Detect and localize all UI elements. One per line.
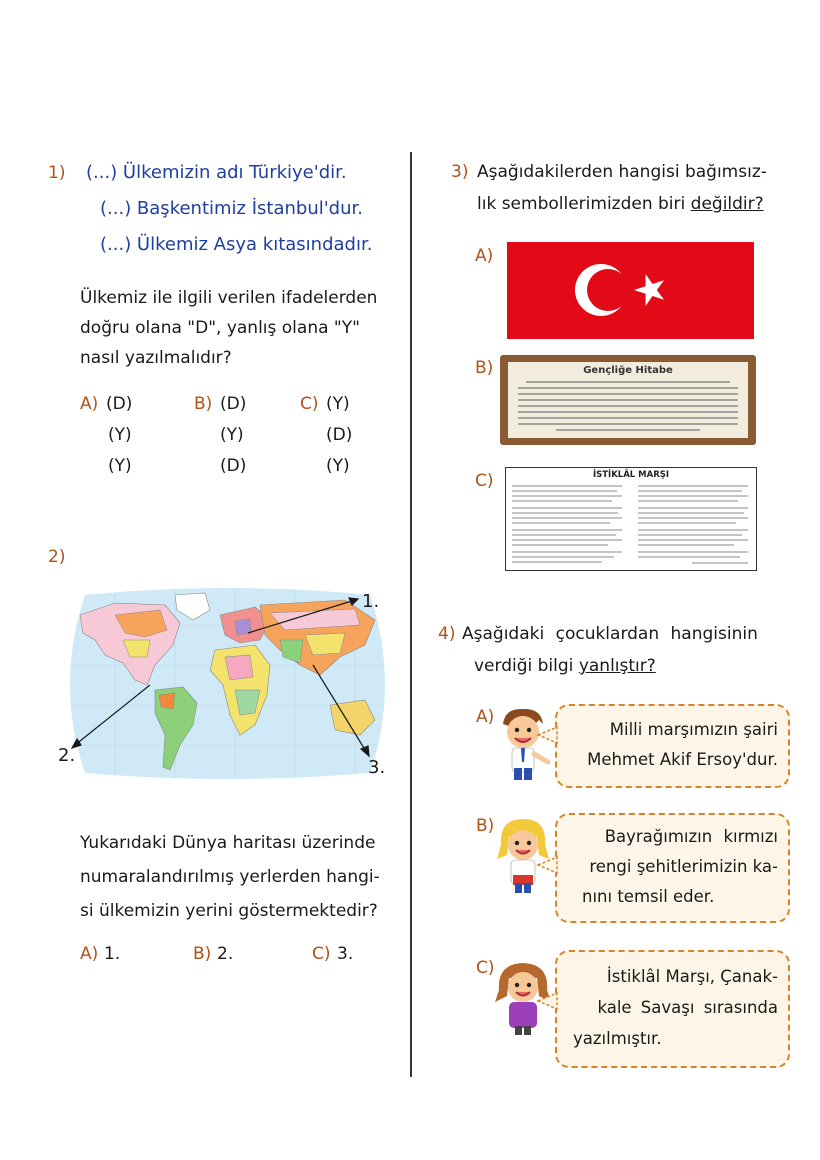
map-label-1: 1. xyxy=(362,591,380,612)
world-map xyxy=(55,585,400,785)
speech-bubble xyxy=(555,704,790,788)
option-value: (Y) xyxy=(108,456,132,476)
option-value: (Y) xyxy=(326,394,350,414)
question-text-line xyxy=(474,655,656,677)
option-value: 1. xyxy=(104,944,121,964)
option-value: (Y) xyxy=(108,425,132,445)
document-title: İSTİKLÂL MARŞI xyxy=(592,470,670,480)
bubble-line: nını temsil eder. xyxy=(582,887,715,906)
question-text-line: Aşağıdakilerden hangisi bağımsız- xyxy=(477,162,767,182)
option-letter: C) xyxy=(312,944,331,964)
bubble-line: Bayrağımızın kırmızı xyxy=(604,827,778,846)
option-value: (D) xyxy=(326,425,353,445)
boy-child-icon xyxy=(493,706,555,782)
question-number: 1) xyxy=(48,163,66,183)
option-letter: A) xyxy=(80,944,99,964)
option-value: (D) xyxy=(220,456,247,476)
bubble-line: yazılmıştır. xyxy=(573,1029,662,1048)
option-value: 3. xyxy=(337,944,354,964)
question-number: 4) xyxy=(438,624,456,644)
speech-bubble xyxy=(555,813,790,923)
bubble-line: Mehmet Akif Ersoy'dur. xyxy=(587,750,778,769)
question-text-line: si ülkemizin yerini göstermektedir? xyxy=(80,901,378,921)
question-text-line: numaralandırılmış yerlerden hangi- xyxy=(80,867,380,887)
option-value: 2. xyxy=(217,944,234,964)
option-letter: C) xyxy=(476,958,495,978)
column-divider xyxy=(410,152,412,1077)
option-value: (D) xyxy=(106,394,133,414)
plaque-text-lines xyxy=(516,379,740,433)
map-label-3: 3. xyxy=(368,757,386,778)
bubble-line: İstiklâl Marşı, Çanak- xyxy=(606,967,778,986)
question-number: 2) xyxy=(48,547,66,567)
statement-3: (...) Ülkemiz Asya kıtasındadır. xyxy=(100,234,373,255)
question-text-line: Ülkemiz ile ilgili verilen ifadelerden xyxy=(80,288,378,308)
speech-bubble xyxy=(555,950,790,1068)
option-letter: B) xyxy=(194,394,213,414)
question-text: lık sembollerimizden biri xyxy=(477,194,691,214)
statement-1: (...) Ülkemizin adı Türkiye'dir. xyxy=(86,162,347,183)
plaque-title: Gençliğe Hitabe xyxy=(583,365,673,376)
bubble-line: rengi şehitlerimizin ka- xyxy=(589,857,778,876)
option-value: (Y) xyxy=(326,456,350,476)
option-letter: B) xyxy=(476,816,495,836)
option-letter: A) xyxy=(475,246,494,266)
genclige-hitabe-image xyxy=(500,355,756,445)
option-letter: B) xyxy=(475,358,494,378)
option-value: (D) xyxy=(220,394,247,414)
option-letter: C) xyxy=(475,471,494,491)
anthem-text-lines xyxy=(512,482,750,566)
turkish-flag-image xyxy=(507,242,754,339)
question-text-line: nasıl yazılmalıdır? xyxy=(80,348,232,368)
option-letter: A) xyxy=(80,394,99,414)
bubble-tail xyxy=(536,726,558,744)
underlined-keyword: yanlıştır? xyxy=(578,656,656,676)
question-text-line xyxy=(477,193,764,215)
bubble-line: kale Savaşı sırasında xyxy=(597,998,778,1017)
girl-child-icon xyxy=(493,815,555,895)
bubble-line: Milli marşımızın şairi xyxy=(609,720,778,739)
option-value: (Y) xyxy=(220,425,244,445)
istiklal-marsi-image xyxy=(505,467,757,571)
underlined-keyword: değildir? xyxy=(690,194,764,214)
bubble-tail xyxy=(536,992,558,1010)
statement-2: (...) Başkentimiz İstanbul'dur. xyxy=(100,198,363,219)
question-text-line: doğru olana "D", yanlış olana "Y" xyxy=(80,318,360,338)
question-text: verdiği bilgi xyxy=(474,656,579,676)
bubble-tail xyxy=(536,856,558,874)
option-letter: C) xyxy=(300,394,319,414)
question-text-line: Aşağıdaki çocuklardan hangisinin xyxy=(462,624,758,644)
map-label-2: 2. xyxy=(58,745,76,766)
question-text-line: Yukarıdaki Dünya haritası üzerinde xyxy=(80,833,376,853)
option-letter: B) xyxy=(193,944,212,964)
option-letter: A) xyxy=(476,707,495,727)
question-number: 3) xyxy=(451,162,469,182)
